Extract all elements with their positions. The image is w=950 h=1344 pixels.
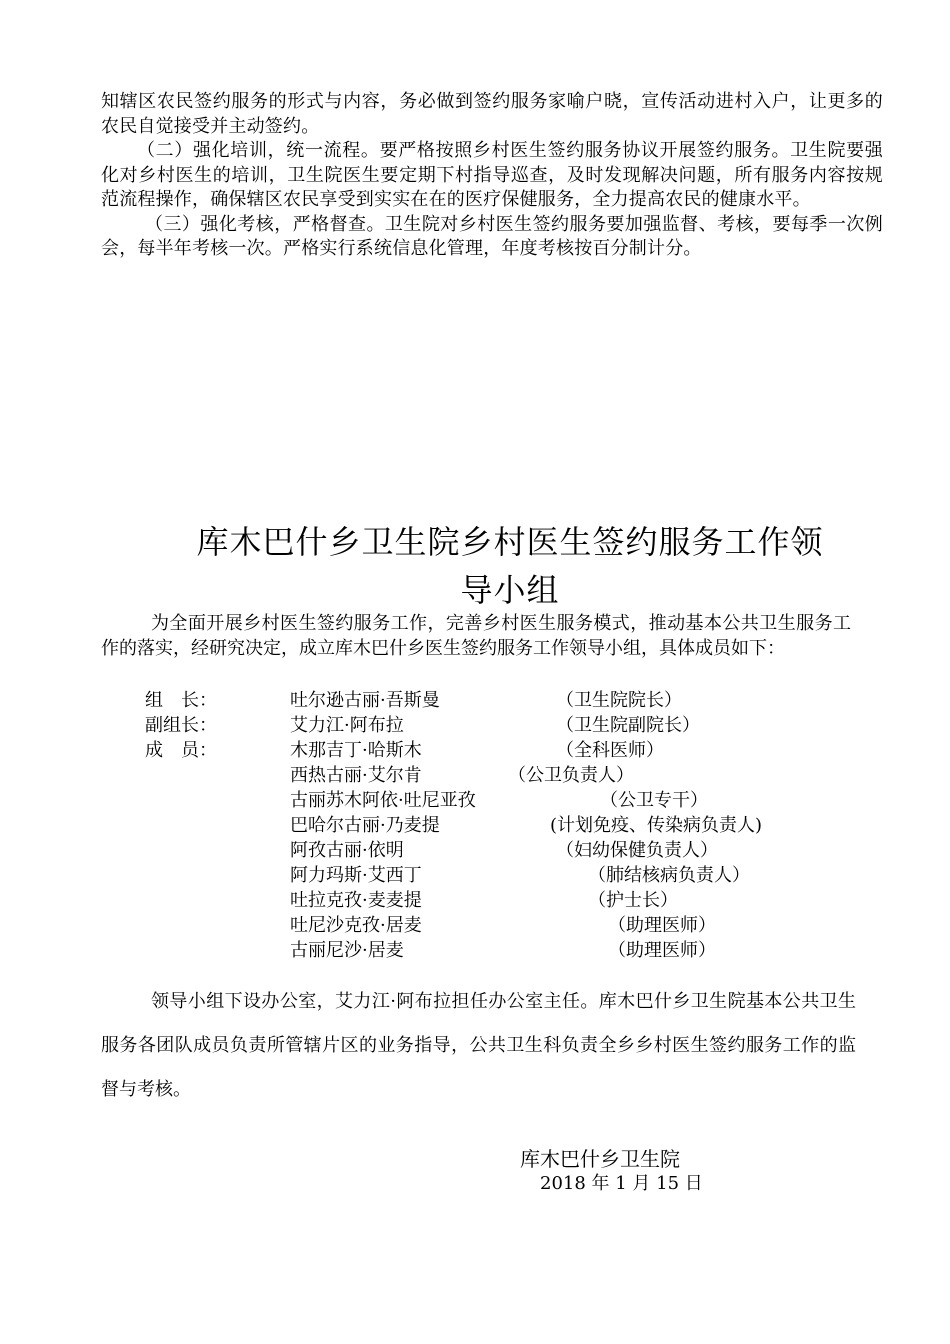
member-name: 古丽尼沙·居麦 — [290, 940, 404, 961]
member-name: 巴哈尔古丽·乃麦提 — [290, 815, 440, 836]
member-position: （助理医师） — [608, 940, 716, 961]
member-position: （妇幼保健负责人） — [556, 840, 718, 861]
member-name: 吐尔逊古丽·吾斯曼 — [290, 690, 440, 711]
member-row — [0, 788, 950, 813]
member-position: (计划免疫、传染病负责人) — [550, 815, 763, 836]
member-row — [0, 688, 950, 713]
member-row — [0, 763, 950, 788]
member-position: （公卫专干） — [600, 790, 708, 811]
member-position: （公卫负责人） — [508, 765, 634, 786]
signature-date: 2018 年 1 月 15 日 — [540, 1173, 703, 1194]
member-name: 艾力江·阿布拉 — [290, 715, 404, 736]
member-name: 吐尼沙克孜·居麦 — [290, 915, 422, 936]
member-position: （全科医师） — [556, 740, 664, 761]
member-row — [0, 863, 950, 888]
member-row — [0, 838, 950, 863]
member-row — [0, 813, 950, 838]
member-name: 木那吉丁·哈斯木 — [290, 740, 422, 761]
member-row — [0, 913, 950, 938]
document-title — [150, 518, 870, 614]
member-name: 阿孜古丽·依明 — [290, 840, 404, 861]
group-intro-section — [101, 612, 851, 661]
member-position: （护士长） — [588, 890, 678, 911]
intro-section — [101, 90, 883, 262]
signature-organization: 库木巴什乡卫生院 — [520, 1147, 680, 1171]
closing-paragraph: 领导小组下设办公室，艾力江·阿布拉担任办公室主任。库木巴什乡卫生院基本公共卫生服务各团队成员负责所管辖片区的业务指导，公共卫生科负责全乡乡村医生签约服务工作的监督与考核。 — [101, 991, 856, 1100]
intro-paragraph-2: （二）强化培训，统一流程。要严格按照乡村医生签约服务协议开展签约服务。卫生院要强化对乡村医生的培训，卫生院医生要定期下村指导巡查，及时发现解决问题，所有服务内容按规范流程操作，确保辖区农民享受到实实在在的医疗保健服务，全力提高农民的健康水平。 — [101, 140, 883, 210]
member-role: 成 员： — [145, 740, 217, 761]
member-position: （卫生院院长） — [556, 690, 682, 711]
member-row — [0, 888, 950, 913]
member-row — [0, 738, 950, 763]
closing-section — [101, 980, 856, 1112]
member-name: 古丽苏木阿依·吐尼亚孜 — [290, 790, 476, 811]
intro-paragraph-3: （三）强化考核，严格督查。卫生院对乡村医生签约服务要加强监督、考核，要每季一次例会，每半年考核一次。严格实行系统信息化管理，年度考核按百分制计分。 — [101, 213, 883, 259]
title-line-1: 库木巴什乡卫生院乡村医生签约服务工作领 — [196, 523, 824, 561]
member-name: 西热古丽·艾尔肯 — [290, 765, 422, 786]
member-role: 副组长： — [145, 715, 217, 736]
member-row — [0, 713, 950, 738]
member-row — [0, 938, 950, 963]
member-list — [0, 688, 950, 963]
group-intro-paragraph: 为全面开展乡村医生签约服务工作，完善乡村医生服务模式，推动基本公共卫生服务工作的落实，经研究决定，成立库木巴什乡医生签约服务工作领导小组，具体成员如下： — [101, 613, 851, 659]
member-position: （肺结核病负责人） — [588, 865, 750, 886]
intro-paragraph-1: 知辖区农民签约服务的形式与内容，务必做到签约服务家喻户晓，宣传活动进村入户，让更多的农民自觉接受并主动签约。 — [101, 91, 883, 137]
member-name: 吐拉克孜·麦麦提 — [290, 890, 422, 911]
member-position: （助理医师） — [608, 915, 716, 936]
member-role: 组 长： — [145, 690, 217, 711]
title-line-2: 导小组 — [460, 571, 560, 609]
member-name: 阿力玛斯·艾西丁 — [290, 865, 422, 886]
member-position: （卫生院副院长） — [556, 715, 700, 736]
